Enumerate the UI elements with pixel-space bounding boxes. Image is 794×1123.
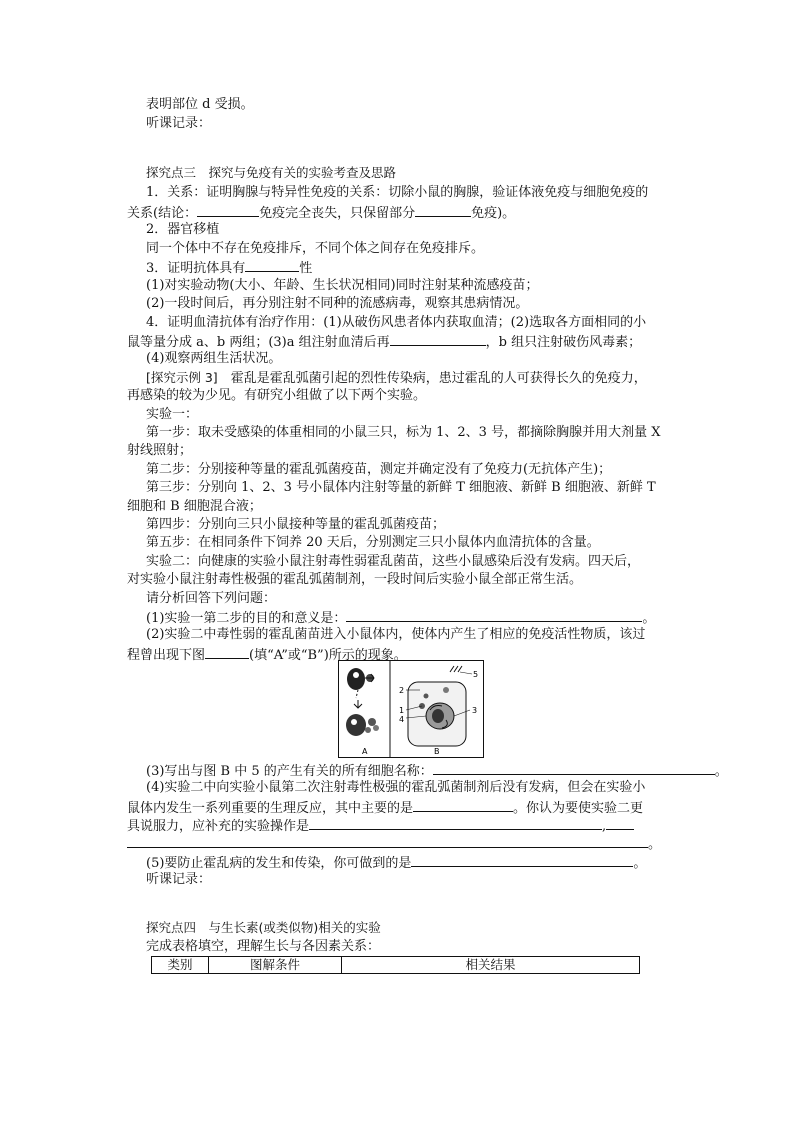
text-line: (4)实验二中向实验小鼠第二次注射毒性极强的霍乱弧菌制剂后没有发病，但会在实验小: [146, 780, 646, 795]
text-line: (1)对实验动物(大小、年龄、生长状况相同)同时注射某种流感疫苗；: [146, 278, 539, 293]
answer-blank[interactable]: [433, 761, 715, 775]
question-1: (1)实验一第二步的目的和意义是： 。: [146, 608, 655, 628]
text-line: (4)观察两组生活状况。: [146, 351, 282, 366]
panel-a-drawing: [346, 668, 379, 736]
fill-blank[interactable]: [197, 203, 259, 217]
text-line: 关系(结论： 免疫完全丧失，只保留部分 免疫)。: [127, 203, 515, 223]
panel-b-label: B: [434, 747, 440, 756]
growth-table: [151, 956, 640, 974]
text-line: (2)实验二中毒性弱的霍乱菌苗进入小鼠体内，使体内产生了相应的免疫活性物质，该过: [146, 627, 646, 642]
table-header: 图解条件: [209, 957, 342, 974]
lecture-notes-label: 听课记录：: [146, 116, 212, 131]
answer-blank[interactable]: [309, 816, 602, 830]
question-4: 鼠体内发生一系列重要的生理反应，其中主要的是 。你认为要使实验二更: [127, 798, 643, 818]
label-3: 3: [472, 706, 478, 715]
fill-blank[interactable]: [245, 258, 299, 272]
label-5: 5: [473, 670, 479, 679]
label-4: 4: [399, 715, 405, 724]
text-line: [探究示例 3] 霍乱是霍乱弧菌引起的烈性传染病，患过霍乱的人可获得长久的免疫力，: [146, 370, 647, 386]
text-line: 4．证明血清抗体有治疗作用：(1)从破伤风患者体内获取血清；(2)选取各方面相同的小: [146, 315, 647, 330]
text-line: 第二步：分别接种等量的霍乱弧菌疫苗，测定并确定没有了免疫力(无抗体产生)；: [146, 462, 612, 477]
question-5: (5)要防止霍乱病的发生和传染，你可做到的是 。: [146, 853, 646, 873]
answer-blank[interactable]: [411, 853, 633, 867]
table-intro: 完成表格填空，理解生长与各因素关系：: [146, 939, 381, 954]
example-tag: [探究示例 3]: [146, 370, 218, 385]
text-line: 第五步：在相同条件下饲养 20 天后，分别测定三只小鼠体内血清抗体的含量。: [146, 535, 600, 550]
question-3: (3)写出与图 B 中 5 的产生有关的所有细胞名称： 。: [146, 761, 728, 781]
label-1: 1: [399, 706, 405, 715]
text-line: 实验一：: [146, 407, 199, 422]
text-line: 3．证明抗体具有 性: [146, 258, 312, 278]
lecture-notes-label: 听课记录：: [146, 872, 212, 887]
section-title-3: 探究点三 探究与免疫有关的实验考查及思路: [146, 165, 397, 180]
panel-b-drawing: [406, 666, 472, 746]
text-line: 鼠等量分成 a、b 两组；(3)a 组注射血清后再 ，b 组只注射破伤风毒素；: [127, 332, 641, 352]
text-line: 对实验小鼠注射毒性极强的霍乱弧菌制剂，一段时间后实验小鼠全部正常生活。: [127, 572, 583, 587]
answer-blank[interactable]: [205, 645, 249, 659]
text-line: 第四步：分别向三只小鼠接种等量的霍乱弧菌疫苗；: [146, 517, 446, 532]
text-line: 第一步：取未受感染的体重相同的小鼠三只，标为 1、2、3 号，都摘除胸腺并用大剂量 X: [146, 425, 661, 440]
text-line: 2．器官移植: [146, 222, 220, 237]
label-2: 2: [399, 686, 405, 695]
text-line: (2)一段时间后，再分别注射不同种的流感病毒，观察其患病情况。: [146, 296, 529, 311]
text-line: 具说服力，应补充的实验操作是 ,: [127, 816, 634, 836]
text-line: 再感染的较为少见。有研究小组做了以下两个实验。: [127, 388, 427, 403]
fill-blank[interactable]: [390, 332, 486, 346]
table-header-row: [152, 957, 640, 974]
panel-a-label: A: [362, 747, 368, 756]
text-line: 同一个体中不存在免疫排斥，不同个体之间存在免疫排斥。: [146, 241, 485, 256]
answer-blank[interactable]: [346, 608, 642, 622]
text-line: 第三步：分别向 1、2、3 号小鼠体内注射等量的新鲜 T 细胞液、新鲜 B 细胞液、新鲜 T: [146, 480, 656, 495]
answer-blank[interactable]: [413, 798, 513, 812]
answer-blank[interactable]: [606, 816, 634, 830]
answer-blank[interactable]: [127, 834, 648, 848]
immune-figure: [338, 660, 484, 758]
text-line: 表明部位 d 受损。: [146, 97, 254, 112]
text-line: 请分析回答下列问题：: [146, 591, 277, 606]
section-title-4: 探究点四 与生长素(或类似物)相关的实验: [146, 920, 381, 935]
fill-blank[interactable]: [415, 203, 471, 217]
text-line: 实验二：向健康的实验小鼠注射毒性弱霍乱菌苗，这些小鼠感染后没有发病。四天后，: [146, 554, 641, 569]
text-line: 1．关系：证明胸腺与特异性免疫的关系：切除小鼠的胸腺，验证体液免疫与细胞免疫的: [146, 185, 649, 200]
table-header: 相关结果: [342, 957, 640, 974]
text-line: 细胞和 B 细胞混合液；: [127, 499, 262, 514]
text-line: 。: [127, 834, 661, 854]
text-line: 射线照射；: [127, 443, 193, 458]
question-2: 程曾出现下图 (填“A”或“B”)所示的现象。: [127, 645, 407, 665]
table-header: 类别: [152, 957, 209, 974]
